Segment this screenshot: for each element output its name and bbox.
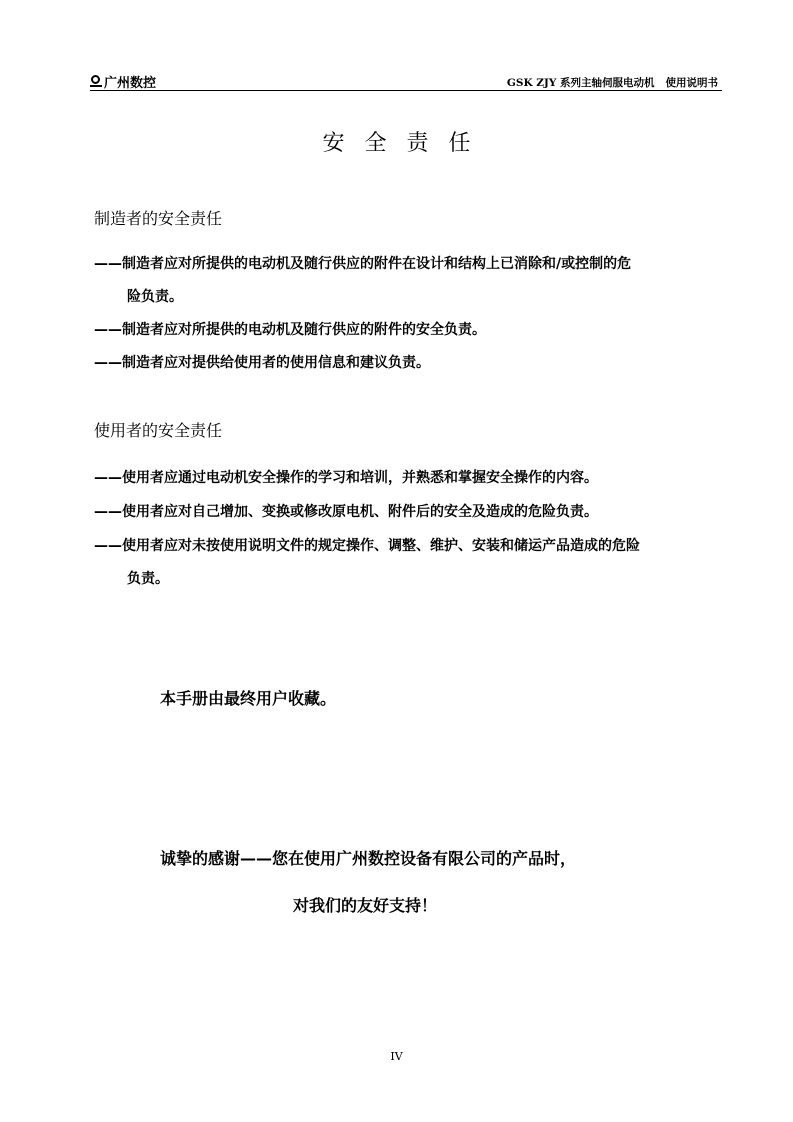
logo-text: 广州数控: [104, 76, 157, 91]
page-title: 安全责任: [322, 131, 491, 156]
user-item-2: [94, 496, 734, 529]
manufacturer-item-3-line1: ——制造者应对提供给使用者的使用信息和建议负责。: [94, 355, 430, 371]
manufacturer-item-3: [94, 347, 734, 380]
user-item-3-line1: ——使用者应对未按使用说明文件的规定操作、调整、维护、安装和储运产品造成的危险: [94, 538, 640, 554]
manufacturer-item-1-line1: ——制造者应对所提供的电动机及随行供应的附件在设计和结构上已消除和/或控制的危: [94, 256, 632, 272]
manufacturer-item-1: [94, 248, 734, 314]
manufacturer-item-1-line2: 险负责。: [127, 289, 183, 305]
keep-manual-note: 本手册由最终用户收藏。: [160, 689, 337, 708]
thanks-line-2: 对我们的友好支持！: [293, 896, 438, 915]
user-item-1-line1: ——使用者应通过电动机安全操作的学习和培训，并熟悉和掌握安全操作的内容。: [94, 470, 598, 486]
manufacturer-item-2: [94, 314, 734, 347]
manufacturer-item-2-line1: ——制造者应对所提供的电动机及随行供应的附件的安全负责。: [94, 322, 486, 338]
manufacturer-heading: 制造者的安全责任: [94, 209, 223, 228]
page-header: [90, 70, 722, 91]
page-number: IV: [390, 1050, 403, 1063]
user-item-2-line1: ——使用者应对自己增加、变换或修改原电机、附件后的安全及造成的危险负责。: [94, 504, 598, 520]
company-logo: [90, 72, 156, 91]
document-title-text: 系列主轴伺服电动机 使用说明书: [556, 77, 718, 89]
document-title-model: GSK ZJY: [506, 77, 557, 89]
document-title: [507, 75, 718, 90]
user-item-3-line2: 负责。: [127, 571, 169, 587]
user-item-1: [94, 462, 734, 495]
thanks-line-1: 诚挚的感谢——您在使用广州数控设备有限公司的产品时，: [160, 849, 577, 868]
user-heading: 使用者的安全责任: [94, 421, 223, 440]
gsk-logo-icon: [90, 75, 103, 88]
user-item-3: [94, 530, 734, 596]
